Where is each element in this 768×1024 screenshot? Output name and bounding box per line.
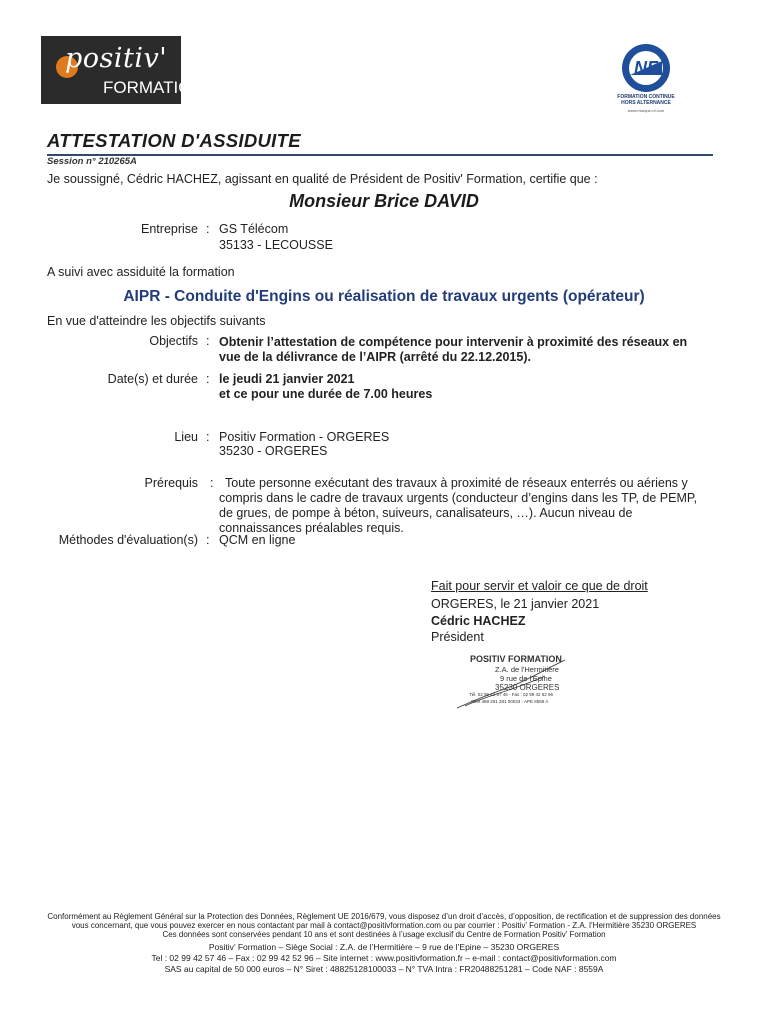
nf-badge-text: NF (634, 58, 658, 78)
footer-legal: SAS au capital de 50 000 euros – N° Siret : 48825128100033 – N° TVA Intra : FR20488251281 – Code NAF : 8559A (164, 964, 604, 974)
methodes-value: QCM en ligne (219, 533, 296, 547)
session-number: Session n° 210265A (47, 156, 137, 167)
dates-line-2: et ce pour une durée de 7.00 heures (219, 387, 433, 401)
lieu-label: Lieu (174, 430, 198, 444)
company-stamp (445, 650, 575, 710)
intro-text: Je soussigné, Cédric HACHEZ, agissant en qualité de Président de Positiv' Formation, certifie que : (47, 172, 598, 186)
prerequis-line-1: Toute personne exécutant des travaux à proximité de réseaux enterrés ou aériens y (225, 476, 688, 490)
stamp-line-5: Tél. 02 99 42 57 46 - Fax : 02 99 42 52 96 (469, 692, 554, 697)
signatory-role: Président (431, 630, 484, 644)
footer-address: Positiv’ Formation – Siège Social : Z.A. de l’Hermitière – 9 rue de l’Epine – 35230 ORGERES (208, 942, 560, 952)
objectifs-intro: En vue d'atteindre les objectifs suivants (47, 314, 266, 328)
positiv-formation-logo (41, 36, 204, 104)
prerequis-line-2: compris dans le cadre de travaux urgents (conducteur d’engins dans les TP, de PEMP, (219, 491, 698, 505)
prerequis-separator: : (210, 476, 214, 490)
entreprise-city: 35133 - LECOUSSE (219, 238, 333, 252)
title-divider (47, 154, 713, 156)
logo-wordmark: positiv' (65, 43, 168, 74)
fait-pour-servir: Fait pour servir et valoir ce que de droit (431, 579, 648, 593)
entreprise-separator: : (206, 222, 210, 236)
nf-caption-3: www.marque-nf.com (627, 108, 665, 113)
methodes-separator: : (206, 533, 210, 547)
course-title: AIPR - Conduite d'Engins ou réalisation de travaux urgents (opérateur) (123, 288, 645, 305)
logo-subtitle: FORMATION (103, 78, 204, 97)
objectifs-line-1: Obtenir l’attestation de compétence pour intervenir à proximité des réseaux en (219, 335, 688, 349)
lieu-line-2: 35230 - ORGERES (219, 444, 328, 458)
prerequis-label: Prérequis (144, 476, 198, 490)
stamp-line-1: POSITIV FORMATION (470, 654, 562, 664)
stamp-line-4: 35230 ORGERES (495, 683, 560, 692)
footer-gdpr-line-2: vous concernant, que vous pouvez exercer en nous contactant par mail à contact@positivformation.com ou par courrier : Positiv’ Formation - Z.A. l’Hermitière 35230 ORGERES (71, 921, 697, 930)
objectifs-separator: : (206, 334, 210, 348)
dates-separator: : (206, 372, 210, 386)
prerequis-line-3: de grues, de pompe à béton, suiveurs, canalisateurs, …). Aucun niveau de (219, 506, 633, 520)
lieu-line-1: Positiv Formation - ORGERES (219, 430, 390, 444)
nf-logo-icon (608, 42, 684, 94)
suivi-text: A suivi avec assiduité la formation (47, 265, 235, 279)
objectifs-label: Objectifs (149, 334, 198, 348)
signature-place-date: ORGERES, le 21 janvier 2021 (431, 597, 600, 611)
stamp-line-6: Siret 488 251 281 00033 - APE 8559 A (471, 699, 549, 704)
signature-scribble-icon (445, 650, 575, 710)
footer-contact: Tel : 02 99 42 57 46 – Fax : 02 99 42 52 96 – Site internet : www.positivformation.fr – e-mail : contact@positivformation.com (151, 953, 617, 963)
trainee-name: Monsieur Brice DAVID (289, 191, 479, 211)
dates-label: Date(s) et durée (107, 372, 198, 386)
signatory-name: Cédric HACHEZ (431, 614, 526, 628)
nf-caption-1: FORMATION CONTINUE (617, 94, 675, 100)
dates-line-1: le jeudi 21 janvier 2021 (219, 372, 355, 386)
nf-service-badge (608, 42, 684, 120)
document-title: ATTESTATION D'ASSIDUITE (47, 130, 301, 151)
nf-caption-2: HORS ALTERNANCE (621, 100, 671, 106)
footer-gdpr-line-3: Ces données sont conservées pendant 10 ans et sont destinées à l’usage exclusif du Centre de Formation Positiv’ Formation (162, 930, 606, 939)
stamp-line-3: 9 rue de l'Epine (500, 674, 552, 683)
lieu-separator: : (206, 430, 210, 444)
prerequis-line-4: connaissances préalables requis. (219, 521, 404, 535)
entreprise-label: Entreprise (141, 222, 198, 236)
stamp-line-2: Z.A. de l'Hermitière (495, 665, 559, 674)
entreprise-name: GS Télécom (219, 222, 289, 236)
methodes-label: Méthodes d'évaluation(s) (58, 533, 198, 547)
footer-gdpr-line-1: Conformément au Règlement Général sur la Protection des Données, Règlement UE 2016/679, vous disposez d’un droit d’accès, d’opposition, de rectification et de suppression des données (47, 912, 721, 921)
objectifs-line-2: vue de la délivrance de l’AIPR (arrêté du 22.12.2015). (219, 350, 531, 364)
